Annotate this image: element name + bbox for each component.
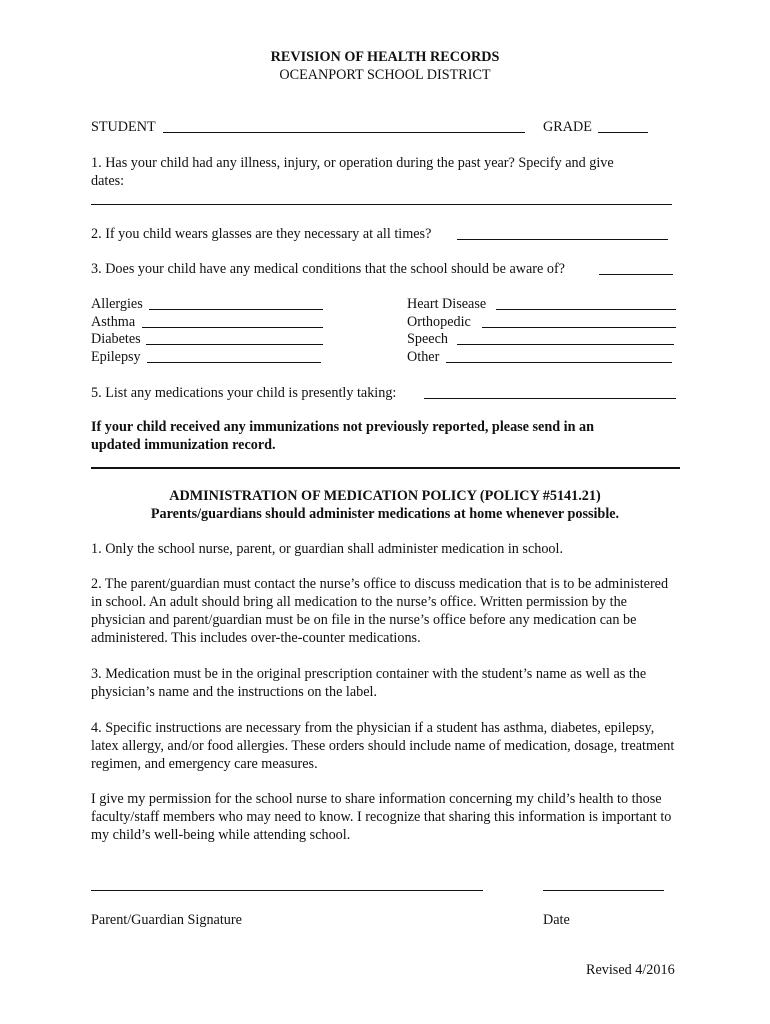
question-2-text: 2. If you child wears glasses are they necessary at all times? xyxy=(91,226,432,242)
condition-speech-field[interactable] xyxy=(457,344,674,345)
immunization-notice: If your child received any immunizations not previously reported, please send in an xyxy=(91,419,595,435)
immunization-notice-cont: updated immunization record. xyxy=(91,437,276,453)
grade-label: GRADE xyxy=(543,119,592,135)
policy-item-3: 3. Medication must be in the original prescription container with the student’s name as well as the physician’s name and the instructions on the label. xyxy=(91,666,647,700)
condition-speech-label: Speech xyxy=(407,331,448,347)
question-5-text: 5. List any medications your child is presently taking: xyxy=(91,385,397,401)
student-name-field[interactable] xyxy=(163,132,525,133)
revised-date: Revised 4/2016 xyxy=(586,962,675,978)
condition-heart-disease-field[interactable] xyxy=(496,309,676,310)
condition-other-label: Other xyxy=(407,349,440,365)
condition-epilepsy-field[interactable] xyxy=(147,362,321,363)
section-divider xyxy=(91,467,680,469)
student-label: STUDENT xyxy=(91,119,156,135)
condition-orthopedic-field[interactable] xyxy=(482,327,676,328)
date-field[interactable] xyxy=(543,890,664,891)
policy-subtitle: Parents/guardians should administer medications at home whenever possible. xyxy=(150,506,620,522)
form-title: REVISION OF HEALTH RECORDS xyxy=(270,49,500,65)
question-3-answer-field[interactable] xyxy=(599,274,673,275)
question-5-answer-field[interactable] xyxy=(424,398,676,399)
district-name: OCEANPORT SCHOOL DISTRICT xyxy=(279,67,491,83)
grade-field[interactable] xyxy=(598,132,648,133)
date-label: Date xyxy=(543,912,570,928)
policy-item-1: 1. Only the school nurse, parent, or guardian shall administer medication in school. xyxy=(91,541,564,557)
signature-field[interactable] xyxy=(91,890,483,891)
condition-orthopedic-label: Orthopedic xyxy=(407,314,471,330)
policy-title: ADMINISTRATION OF MEDICATION POLICY (POLICY #5141.21) xyxy=(169,488,601,504)
question-1-text-cont: dates: xyxy=(91,173,125,189)
condition-heart-disease-label: Heart Disease xyxy=(407,296,487,312)
policy-item-2: 2. The parent/guardian must contact the nurse’s office to discuss medication that is to be administered in school. An adult should bring all medication to the nurse’s office. Written permission by the physician and parent/guardian must be on file in the nurse’s office before any medication can be administered. This includes over-the-counter medications. xyxy=(91,576,669,646)
question-3-text: 3. Does your child have any medical conditions that the school should be aware of? xyxy=(91,261,565,277)
condition-allergies-field[interactable] xyxy=(149,309,323,310)
question-2-answer-field[interactable] xyxy=(457,239,668,240)
condition-diabetes-field[interactable] xyxy=(146,344,323,345)
condition-epilepsy-label: Epilepsy xyxy=(91,349,141,365)
condition-asthma-field[interactable] xyxy=(142,327,323,328)
signature-label: Parent/Guardian Signature xyxy=(91,912,242,928)
condition-diabetes-label: Diabetes xyxy=(91,331,141,347)
condition-allergies-label: Allergies xyxy=(91,296,143,312)
question-1-answer-field[interactable] xyxy=(91,204,672,205)
permission-statement: I give my permission for the school nurse to share information concerning my child’s health to those faculty/staff members who may need to know. I recognize that sharing this information is important to my child’s well-being while attending school. xyxy=(91,791,672,843)
policy-item-4: 4. Specific instructions are necessary from the physician if a student has asthma, diabetes, epilepsy, latex allergy, and/or food allergies. These orders should include name of medication, dosage, treatment regimen, and emergency care measures. xyxy=(91,720,675,772)
condition-asthma-label: Asthma xyxy=(91,314,136,330)
condition-other-field[interactable] xyxy=(446,362,672,363)
question-1-text: 1. Has your child had any illness, injury, or operation during the past year? Specify and give xyxy=(91,155,614,171)
